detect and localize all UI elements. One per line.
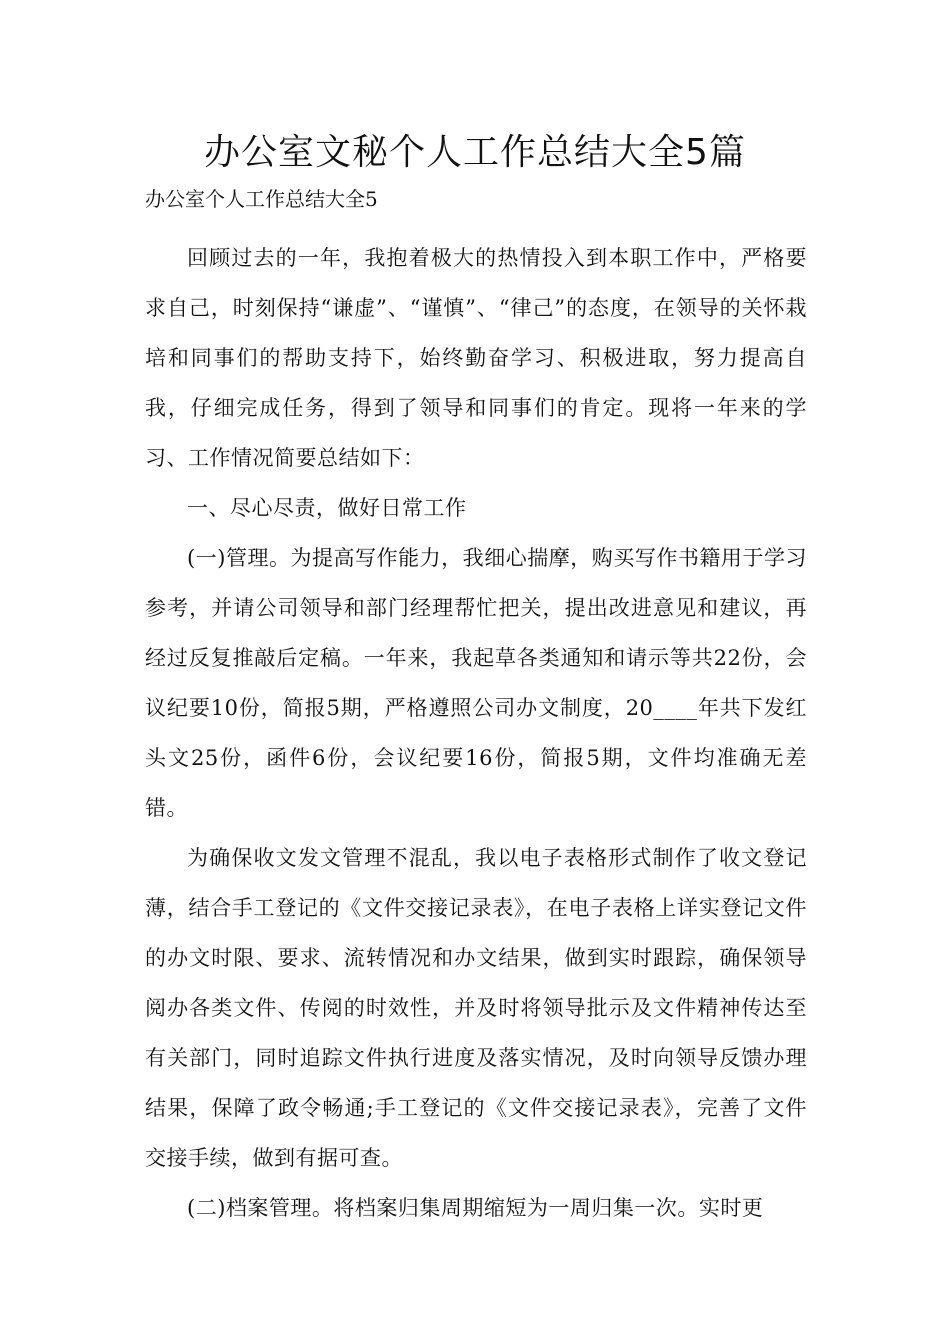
- document-body: [145, 233, 807, 1233]
- document-title: 办公室文秘个人工作总结大全5篇: [204, 132, 746, 173]
- document-subtitle: 办公室个人工作总结大全5: [145, 187, 378, 211]
- section-heading-1: 一、尽心尽责，做好日常工作: [187, 496, 467, 520]
- paragraph-intro: 回顾过去的一年，我抱着极大的热情投入到本职工作中，严格要求自己，时刻保持“谦虚”、“谨慎”、“律己”的态度，在领导的关怀栽培和同事们的帮助支持下，始终勤奋学习、积极进取，努力提高自我，仔细完成任务，得到了领导和同事们的肯定。现将一年来的学习、工作情况简要总结如下：: [145, 246, 807, 470]
- paragraph-management: (一)管理。为提高写作能力，我细心揣摩，购买写作书籍用于学习参考，并请公司领导和部门经理帮忙把关，提出改进意见和建议，再经过反复推敲后定稿。一年来，我起草各类通知和请示等共22份，会议纪要10份，简报5期，严格遵照公司办文制度，20____年共下发红头文25份，函件6份，会议纪要16份，简报5期，文件均准确无差错。: [145, 546, 807, 820]
- paragraph-archive-management: (二)档案管理。将档案归集周期缩短为一周归集一次。实时更: [187, 1196, 764, 1220]
- paragraph-document-tracking: 为确保收文发文管理不混乱，我以电子表格形式制作了收文登记薄，结合手工登记的《文件交接记录表》，在电子表格上详实登记文件的办文时限、要求、流转情况和办文结果，做到实时跟踪，确保领导阅办各类文件、传阅的时效性，并及时将领导批示及文件精神传达至有关部门，同时追踪文件执行进度及落实情况，及时向领导反馈办理结果，保障了政令畅通;手工登记的《文件交接记录表》，完善了文件交接手续，做到有据可查。: [145, 846, 807, 1170]
